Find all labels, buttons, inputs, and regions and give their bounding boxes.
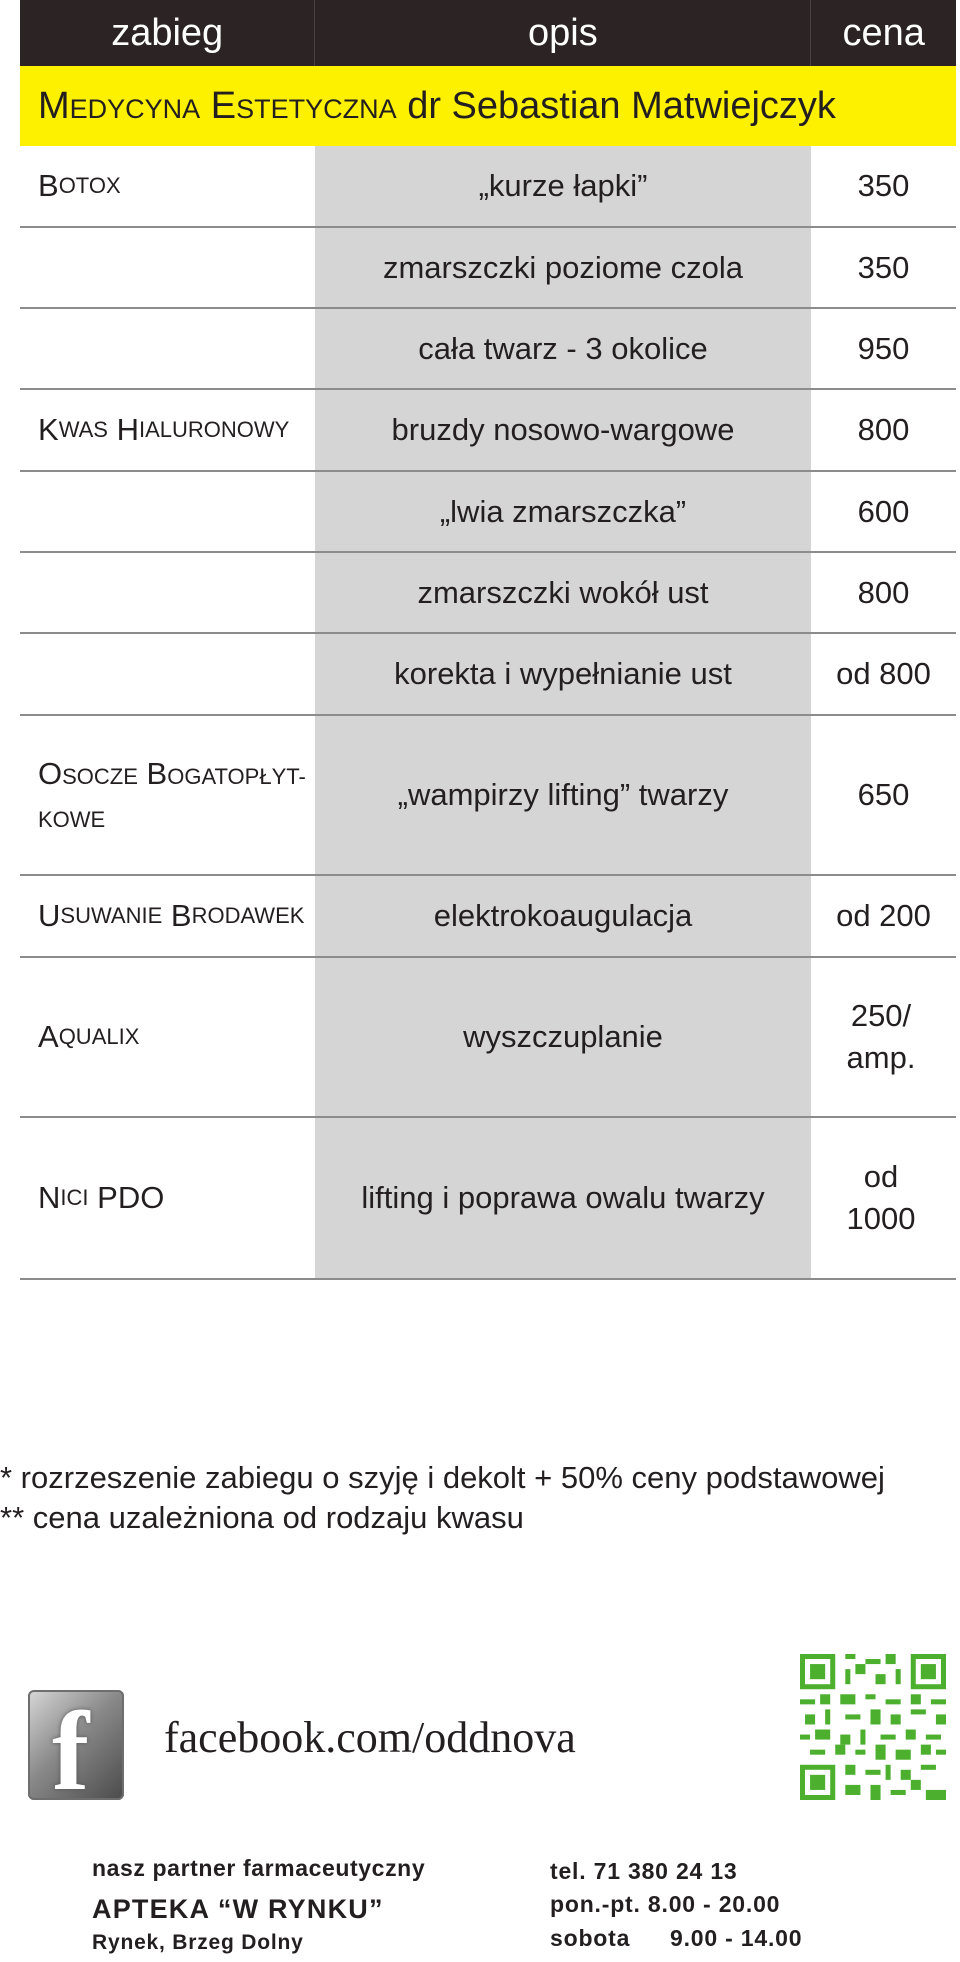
doctor-name: dr Sebastian Matwiejczyk: [407, 84, 836, 127]
header-zabieg: zabieg: [111, 11, 224, 54]
table-row: [20, 876, 956, 958]
treatment-price: 250/ amp.: [846, 998, 916, 1075]
table-row: [20, 553, 956, 634]
treatment-description: zmarszczki wokół ust: [315, 553, 811, 632]
section-title-rest: EDYCYNA: [69, 93, 201, 124]
partner-label: nasz partner farmaceutyczny: [92, 1855, 426, 1881]
treatment-description: wyszczuplanie: [315, 958, 811, 1116]
footnotes: [0, 1458, 960, 1539]
section-title: [20, 85, 836, 128]
facebook-link[interactable]: facebook.com/oddnova: [164, 1713, 576, 1762]
table-row: [20, 146, 956, 228]
table-header: [20, 0, 956, 66]
treatment-price: 950: [857, 330, 910, 366]
hours-weekday-label: pon.-pt.: [550, 1891, 641, 1918]
treatment-description: „lwia zmarszczka”: [315, 472, 811, 551]
treatment-description: „wampirzy lifting” twarzy: [315, 716, 811, 874]
treatment-name: U SUWANIE B RODAWEK: [38, 898, 305, 934]
table-row: [20, 228, 956, 309]
treatment-description: lifting i poprawa owalu twarzy: [315, 1118, 811, 1278]
section-title-cap: M: [38, 84, 70, 127]
treatment-name: [20, 309, 315, 388]
hours-saturday-label: sobota: [550, 1924, 631, 1951]
treatment-name: [20, 472, 315, 551]
treatment-description: korekta i wypełnianie ust: [315, 634, 811, 714]
treatment-price: 600: [857, 493, 910, 529]
treatment-name: N ICI PDO: [38, 1180, 165, 1216]
footnote-1: * rozrzeszenie zabiegu o szyję i dekolt + 50% ceny podstawowej: [0, 1460, 885, 1495]
treatment-name: B OTOX: [38, 168, 121, 204]
treatment-description: zmarszczki poziome czola: [315, 228, 811, 307]
table-row: [20, 634, 956, 716]
section-title-cap: E: [210, 84, 237, 127]
facebook-icon[interactable]: [28, 1690, 124, 1800]
hours-weekday-value: 8.00 - 20.00: [647, 1891, 781, 1918]
hours-saturday: [550, 1922, 802, 1955]
treatment-price: od 200: [836, 898, 931, 934]
treatment-name: K WAS H IALURONOWY: [38, 412, 290, 448]
table-row: [20, 309, 956, 390]
table-row: [20, 472, 956, 553]
facebook-logo-letter: f: [52, 1690, 90, 1800]
qr-code-icon[interactable]: [800, 1654, 946, 1800]
treatment-description: cała twarz - 3 okolice: [315, 309, 811, 388]
section-title-bar: [20, 66, 956, 146]
table-row: [20, 716, 956, 876]
treatment-price: 800: [857, 574, 910, 610]
treatment-price: 650: [857, 777, 910, 813]
treatment-price: od 1000: [846, 1159, 916, 1236]
treatment-name: OSOCZE BOGATOPŁYT- KOWE: [38, 755, 306, 832]
section-title-rest: STETYCZNA: [236, 93, 397, 124]
treatment-name: [20, 634, 315, 714]
treatment-name: [20, 553, 315, 632]
partner-contact: [550, 1855, 802, 1955]
treatment-price: od 800: [836, 656, 931, 692]
table-row: [20, 390, 956, 472]
treatment-name: A QUALIX: [38, 1019, 140, 1055]
partner-phone: tel. 71 380 24 13: [550, 1858, 738, 1884]
partner-block: [92, 1855, 425, 1955]
treatment-price: 800: [857, 412, 910, 448]
price-table: [20, 146, 956, 1280]
treatment-price: 350: [857, 168, 910, 204]
header-opis: opis: [527, 11, 598, 54]
footnote-2: ** cena uzależniona od rodzaju kwasu: [0, 1500, 524, 1536]
treatment-description: elektrokoaugulacja: [315, 876, 811, 956]
treatment-description: „kurze łapki”: [315, 146, 811, 226]
treatment-price: 350: [857, 249, 910, 285]
partner-name: APTEKA “W RYNKU”: [92, 1894, 384, 1924]
partner-address: Rynek, Brzeg Dolny: [92, 1931, 304, 1954]
hours-saturday-value: 9.00 - 14.00: [670, 1924, 803, 1951]
treatment-description: bruzdy nosowo-wargowe: [315, 390, 811, 470]
treatment-name: [20, 228, 315, 307]
table-row: [20, 958, 956, 1118]
hours-weekday: [550, 1888, 802, 1921]
header-cena: cena: [842, 11, 925, 54]
table-row: [20, 1118, 956, 1280]
